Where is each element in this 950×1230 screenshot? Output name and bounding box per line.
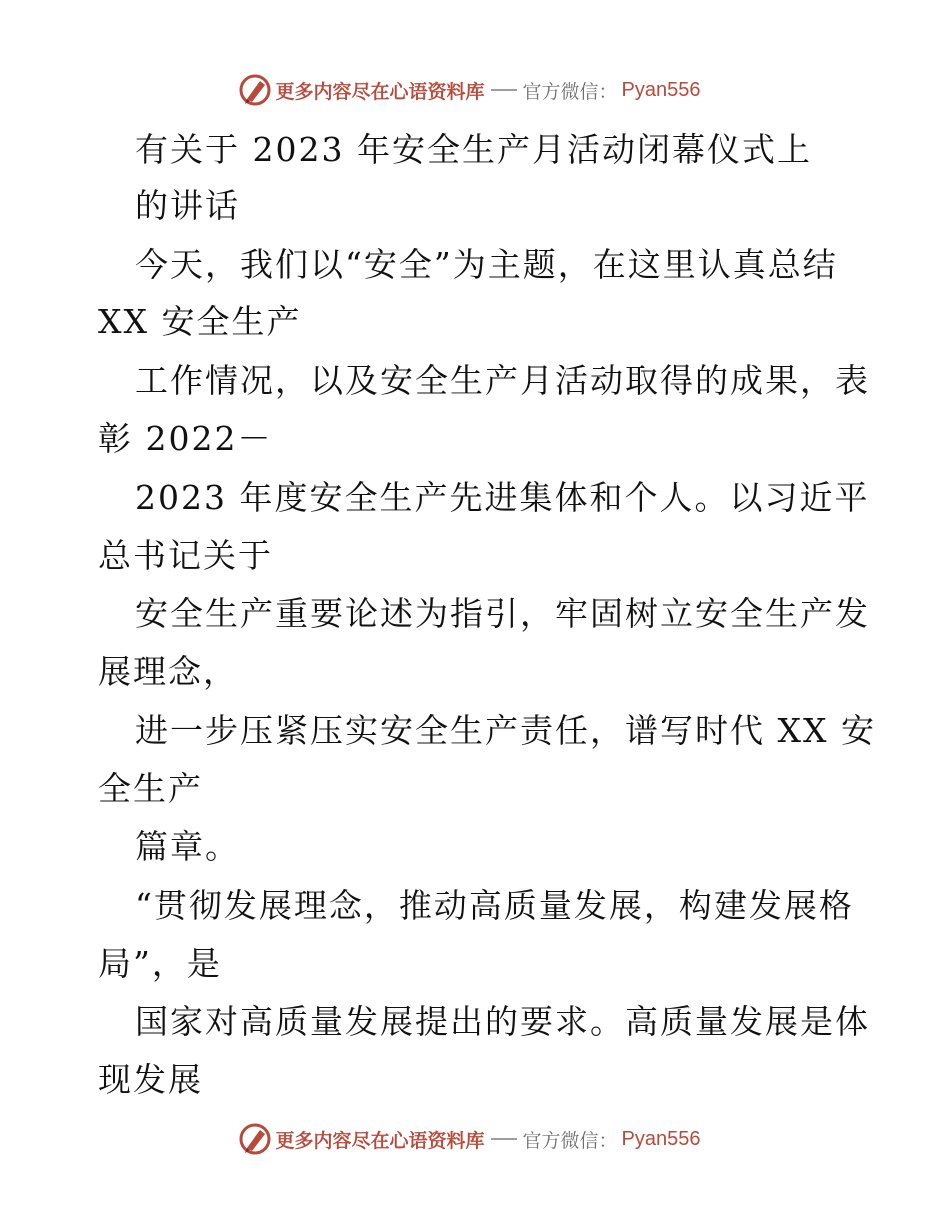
watermark-text: 更多内容尽在心语资料库 xyxy=(275,80,485,103)
watermark-text: 更多内容尽在心语资料库 xyxy=(275,1129,485,1152)
doc-line: 彰 2022－ xyxy=(98,419,273,458)
doc-line: 现发展 xyxy=(98,1060,203,1099)
doc-line: 的讲话 xyxy=(135,186,240,225)
doc-line: 全生产 xyxy=(98,769,203,808)
watermark-id: Pyan556 xyxy=(621,78,701,101)
watermark-dash xyxy=(491,1138,517,1140)
doc-line: 工作情况，以及安全生产月活动取得的成果，表 xyxy=(135,361,870,400)
doc-line: 有关于 2023 年安全生产月活动闭幕仪式上 xyxy=(135,130,812,169)
doc-line: 总书记关于 xyxy=(98,536,273,575)
doc-line: 进一步压紧压实安全生产责任，谱写时代 XX 安 xyxy=(135,711,876,750)
doc-line: 展理念， xyxy=(98,652,238,691)
footer-watermark xyxy=(238,1122,701,1156)
doc-line: “贯彻发展理念，推动高质量发展，构建发展格 xyxy=(135,886,854,925)
doc-line: 2023 年度安全生产先进集体和个人。以习近平 xyxy=(135,478,870,517)
pen-logo-icon xyxy=(238,1122,272,1156)
doc-line: 安全生产重要论述为指引，牢固树立安全生产发 xyxy=(135,594,870,633)
doc-line: 国家对高质量发展提出的要求。高质量发展是体 xyxy=(135,1002,870,1041)
watermark-label: 官方微信： xyxy=(522,1129,618,1152)
doc-line: 篇章。 xyxy=(135,827,240,866)
watermark-id: Pyan556 xyxy=(621,1127,701,1150)
doc-line: 局”，是 xyxy=(98,944,222,983)
watermark-label: 官方微信： xyxy=(522,80,618,103)
footer-watermark-banner xyxy=(0,1119,950,1159)
doc-line: XX 安全生产 xyxy=(98,302,302,341)
doc-line: 今天，我们以“安全”为主题，在这里认真总结 xyxy=(135,245,838,284)
